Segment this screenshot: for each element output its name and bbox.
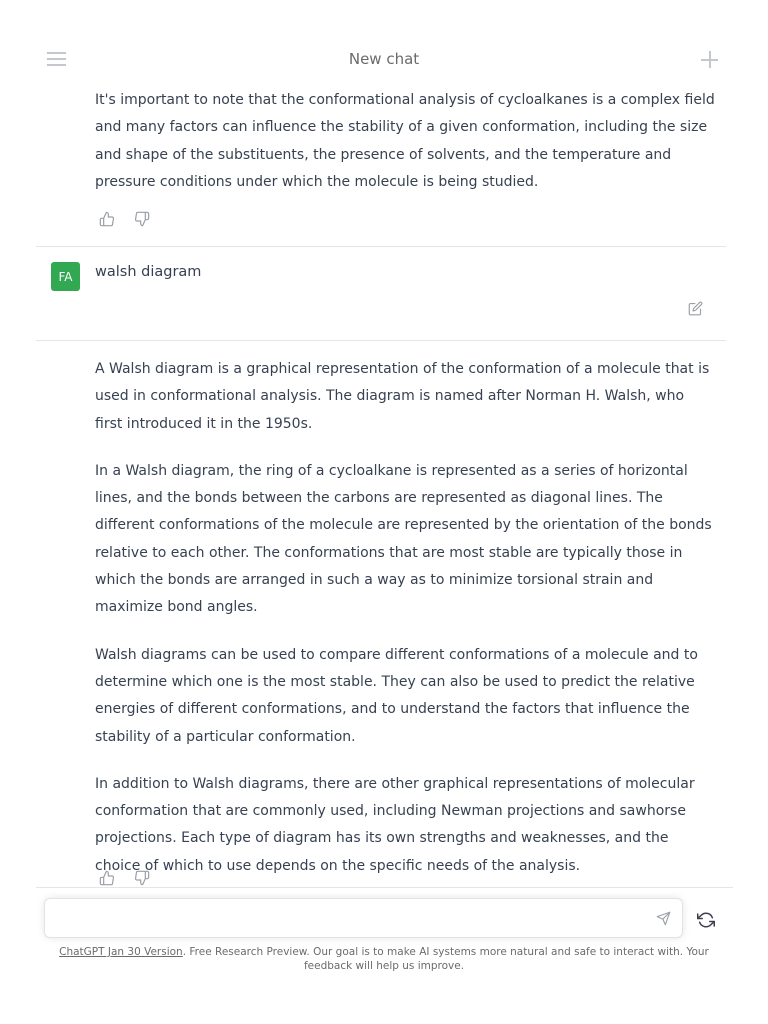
feedback-actions — [98, 869, 151, 887]
message-paragraph: It's important to note that the conformational analysis of cycloalkanes is a complex field and many factors can influence the stability of a given conformation, including the size and shape of the substituents, the presence of solvents, and the temperature and pressure conditions under which the molecule is being studied. — [95, 92, 715, 190]
message-paragraph: A Walsh diagram is a graphical representation of the conformation of a molecule that is used in conformational analysis. The diagram is named after Norman H. Walsh, who first introduced it in the 1950s. — [95, 361, 710, 432]
send-icon[interactable] — [656, 911, 672, 927]
regenerate-icon[interactable] — [697, 911, 715, 929]
footer-disclaimer — [50, 945, 718, 973]
thumbs-up-icon[interactable] — [98, 869, 116, 887]
message-paragraph: In a Walsh diagram, the ring of a cycloalkane is represented as a series of horizontal lines, and the bonds between the carbons are represented as diagonal lines. The different conformations of the molecule are represented by the orientation of the bonds relative to each other. The conformations that are most stable are typically those in which the bonds are arranged in such a way as to minimize torsional strain and maximize bond angles. — [95, 462, 712, 616]
thumbs-down-icon[interactable] — [133, 869, 151, 887]
footer-text: . Free Research Preview. Our goal is to make AI systems more natural and safe to interact with. Your feedback will help us improve. — [182, 946, 709, 972]
feedback-actions — [98, 210, 151, 228]
page-title: New chat — [348, 50, 420, 68]
user-message-text: walsh diagram — [95, 264, 202, 280]
message-composer — [44, 898, 683, 938]
previous-assistant-message — [95, 87, 715, 196]
message-input[interactable] — [57, 907, 641, 931]
assistant-message — [95, 356, 715, 880]
user-avatar: FA — [51, 262, 80, 291]
thumbs-up-icon[interactable] — [98, 210, 116, 228]
message-divider — [36, 246, 726, 247]
composer-divider — [36, 887, 733, 888]
message-paragraph: In addition to Walsh diagrams, there are other graphical representations of molecular conformation that are commonly used, including Newman projections and sawhorse projections. Each type of diagram has its own strengths and weaknesses, and the choice of which to use depends on the specific needs of the analysis. — [95, 775, 695, 874]
version-link[interactable]: ChatGPT Jan 30 Version — [59, 946, 183, 958]
message-paragraph: Walsh diagrams can be used to compare different conformations of a molecule and to determine which one is the most stable. They can also be used to predict the relative energies of different conformations, and to understand the factors that influence the stability of a particular conformation. — [95, 646, 698, 745]
edit-icon[interactable] — [688, 301, 704, 317]
plus-icon[interactable] — [701, 51, 718, 68]
top-bar — [0, 40, 768, 80]
message-divider — [36, 340, 726, 341]
thumbs-down-icon[interactable] — [133, 210, 151, 228]
